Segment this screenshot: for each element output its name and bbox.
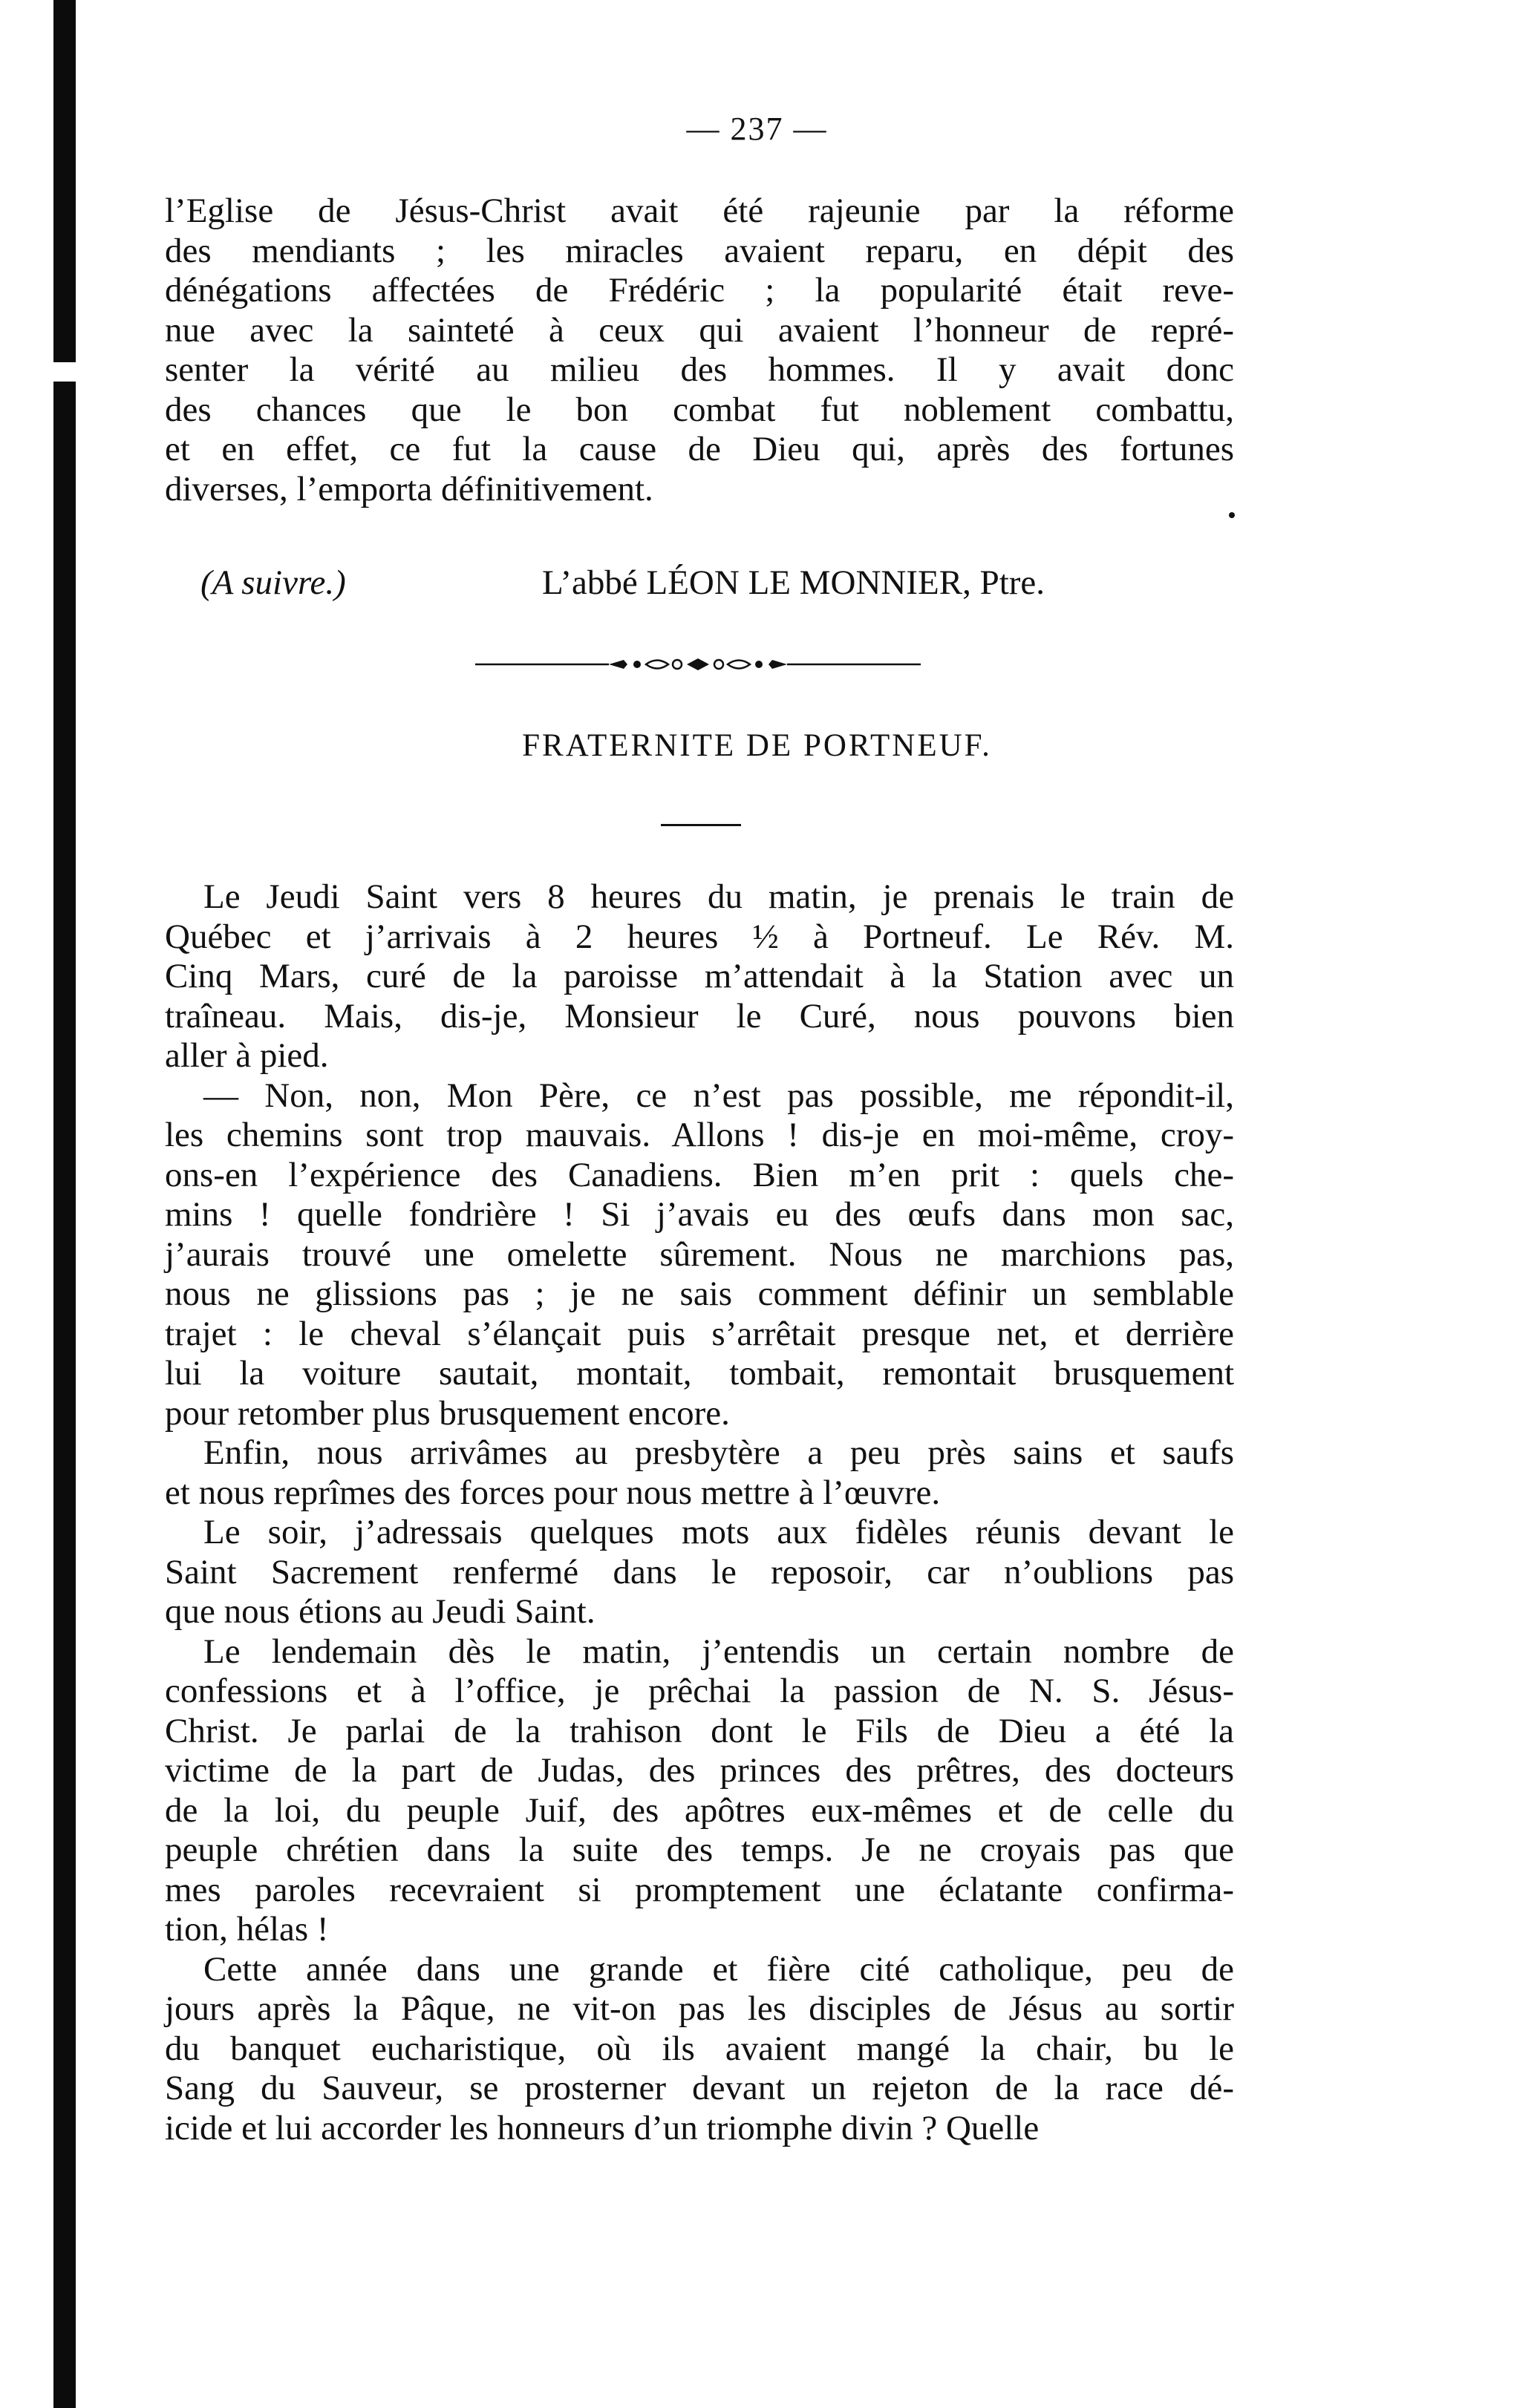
page-number: — 237 — bbox=[686, 111, 828, 147]
binding-notch bbox=[53, 362, 76, 382]
text-line: ons-en l’expérience des Canadiens. Bien m’en prit : quels che- bbox=[165, 1155, 1234, 1194]
text-line: Le lendemain dès le matin, j’entendis un certain nombre de bbox=[203, 1632, 1234, 1671]
text-line: Enfin, nous arrivâmes au presbytère a peu près sains et saufs bbox=[203, 1433, 1234, 1472]
signature-line bbox=[200, 563, 1181, 603]
to-be-continued: (A suivre.) bbox=[200, 563, 346, 602]
section-title: FRATERNITE DE PORTNEUF. bbox=[522, 728, 992, 763]
text-line: Cette année dans une grande et fière cité catholique, peu de bbox=[203, 1949, 1234, 1989]
text-line: des chances que le bon combat fut noblement combattu, bbox=[165, 390, 1234, 429]
text-line: lui la voiture sautait, montait, tombait, remontait brusquement bbox=[165, 1354, 1234, 1393]
text-line: des mendiants ; les miracles avaient reparu, en dépit des bbox=[165, 231, 1234, 270]
title-rule bbox=[661, 824, 741, 826]
text-line: peuple chrétien dans la suite des temps. Je ne croyais pas que bbox=[165, 1830, 1234, 1869]
text-line: du banquet eucharistique, où ils avaient mangé la chair, bu le bbox=[165, 2029, 1234, 2068]
text-line: icide et lui accorder les honneurs d’un triomphe divin ? Quelle bbox=[165, 2108, 1040, 2147]
text-line: mes paroles recevraient si promptement une éclatante confirma- bbox=[165, 1870, 1234, 1909]
text-line: trajet : le cheval s’élançait puis s’arrêtait presque net, et derrière bbox=[165, 1314, 1234, 1353]
text-line: l’Eglise de Jésus-Christ avait été rajeunie par la réforme bbox=[165, 192, 1234, 230]
text-line: Le Jeudi Saint vers 8 heures du matin, je prenais le train de bbox=[203, 877, 1234, 916]
text-line: Québec et j’arrivais à 2 heures ½ à Portneuf. Le Rév. M. bbox=[165, 917, 1234, 956]
text-line: mins ! quelle fondrière ! Si j’avais eu des œufs dans mon sac, bbox=[165, 1195, 1234, 1234]
text-line: dénégations affectées de Frédéric ; la popularité était reve- bbox=[165, 271, 1234, 310]
paragraph bbox=[165, 1433, 1234, 1513]
text-line: tion, hélas ! bbox=[165, 1910, 329, 1949]
text-line: aller à pied. bbox=[165, 1036, 329, 1075]
paragraph bbox=[165, 1076, 1234, 1434]
ornament-divider bbox=[475, 653, 921, 675]
text-line: — Non, non, Mon Père, ce n’est pas possible, me répondit-il, bbox=[203, 1076, 1234, 1115]
text-line: diverses, l’emporta définitivement. bbox=[165, 469, 653, 508]
text-line: nue avec la sainteté à ceux qui avaient l’honneur de repré- bbox=[165, 310, 1234, 350]
paragraph bbox=[165, 1513, 1234, 1632]
text-line: Christ. Je parlai de la trahison dont le Fils de Dieu a été la bbox=[165, 1711, 1234, 1750]
text-line: jours après la Pâque, ne vit-on pas les disciples de Jésus au sortir bbox=[165, 1989, 1234, 2028]
paragraph bbox=[165, 1632, 1234, 1950]
print-speck bbox=[1229, 512, 1235, 518]
text-line: victime de la part de Judas, des princes des prêtres, des docteurs bbox=[165, 1751, 1234, 1790]
text-line: nous ne glissions pas ; je ne sais comment définir un semblable bbox=[165, 1275, 1234, 1313]
text-line: Cinq Mars, curé de la paroisse m’attendait à la Station avec un bbox=[165, 957, 1234, 995]
text-line: traîneau. Mais, dis-je, Monsieur le Curé, nous pouvons bien bbox=[165, 996, 1234, 1035]
paragraph bbox=[165, 1950, 1234, 2149]
text-line: que nous étions au Jeudi Saint. bbox=[165, 1592, 596, 1631]
text-line: j’aurais trouvé une omelette sûrement. Nous ne marchions pas, bbox=[165, 1234, 1234, 1274]
text-line: de la loi, du peuple Juif, des apôtres eux-mêmes et de celle du bbox=[165, 1790, 1234, 1830]
text-line: les chemins sont trop mauvais. Allons ! dis-je en moi-même, croy- bbox=[165, 1116, 1234, 1154]
text-line: confessions et à l’office, je prêchai la passion de N. S. Jésus- bbox=[165, 1672, 1234, 1710]
text-line: Sang du Sauveur, se prosterner devant un rejeton de la race dé- bbox=[165, 2069, 1234, 2107]
text-line: Saint Sacrement renfermé dans le reposoir, car n’oublions pas bbox=[165, 1552, 1234, 1591]
paragraph bbox=[165, 877, 1234, 1076]
text-line: pour retomber plus brusquement encore. bbox=[165, 1393, 730, 1433]
article-body bbox=[165, 877, 1234, 2148]
continuation-text bbox=[165, 192, 1234, 509]
text-line: et en effet, ce fut la cause de Dieu qui, après des fortunes bbox=[165, 430, 1234, 468]
text-line: senter la vérité au milieu des hommes. Il y avait donc bbox=[165, 350, 1234, 389]
text-line: et nous reprîmes des forces pour nous mettre à l’œuvre. bbox=[165, 1473, 941, 1512]
author-signature: L’abbé LÉON LE MONNIER, Ptre. bbox=[542, 563, 1045, 602]
binding-edge bbox=[53, 0, 76, 2408]
text-line: Le soir, j’adressais quelques mots aux fidèles réunis devant le bbox=[203, 1513, 1234, 1551]
